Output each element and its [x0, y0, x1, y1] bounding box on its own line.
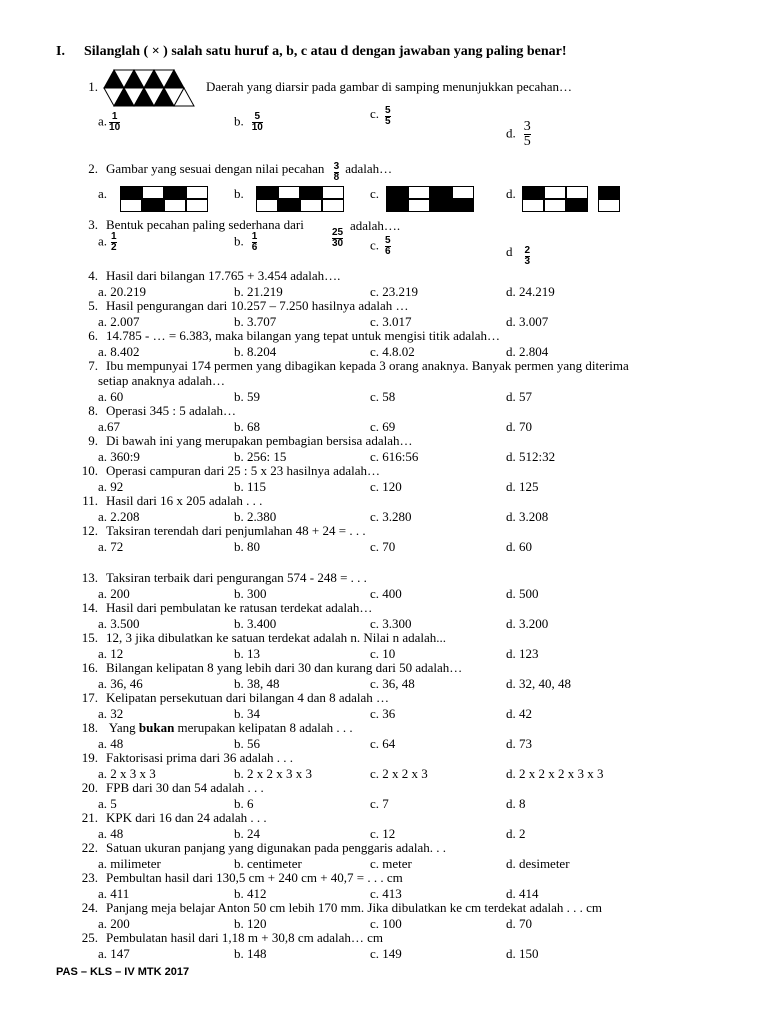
- option-b[interactable]: b. 300: [234, 586, 267, 601]
- option-a[interactable]: a. $\frac{1}{10}$: [98, 111, 121, 133]
- question-text: FPB dari 30 dan 54 adalah . . .: [106, 780, 264, 795]
- option-d[interactable]: d. $\frac{3}{5}$: [506, 119, 531, 149]
- question-text: 12, 3 jika dibulatkan ke satuan terdekat adalah n. Nilai n adalah...: [106, 630, 447, 645]
- option-d[interactable]: d. 123: [506, 646, 539, 661]
- question-number: 1.: [88, 79, 98, 94]
- question-3: 3. Bentuk pecahan paling sederhana dari: [88, 217, 304, 232]
- question-text: KPK dari 16 dan 24 adalah . . .: [106, 810, 267, 825]
- option-b[interactable]: b. 21.219: [234, 284, 283, 299]
- option-c[interactable]: c. 36: [370, 706, 396, 721]
- option-d[interactable]: d. 73: [506, 736, 532, 751]
- question-10: [72, 464, 380, 478]
- question-text: Bilangan kelipatan 8 yang lebih dari 30 dan kurang dari 50 adalah…: [106, 660, 463, 675]
- option-c[interactable]: c. 4.8.02: [370, 344, 415, 359]
- option-c[interactable]: c. 120: [370, 479, 402, 494]
- option-c[interactable]: c. 2 x 2 x 3: [370, 766, 428, 781]
- option-d[interactable]: d. 2: [506, 826, 526, 841]
- option-a[interactable]: a. 5: [98, 796, 117, 811]
- option-d[interactable]: d. 3.007: [506, 314, 549, 329]
- question-6: [72, 329, 500, 343]
- question-22: [72, 841, 446, 855]
- question-text: Daerah yang diarsir pada gambar di samping menunjukkan pecahan…: [206, 79, 573, 94]
- option-a[interactable]: a. 20.219: [98, 284, 147, 299]
- option-a[interactable]: a. 48: [98, 736, 124, 751]
- question-12: [72, 524, 366, 538]
- page-footer: PAS – KLS – IV MTK 2017: [56, 966, 190, 978]
- question-8: [72, 404, 236, 418]
- option-d[interactable]: d. 150: [506, 946, 539, 961]
- option-d[interactable]: d. 2 x 2 x 2 x 3 x 3: [506, 766, 604, 781]
- option-b[interactable]: b. 3.400: [234, 616, 277, 631]
- block-figure-d: [522, 186, 620, 212]
- question-number: 17.: [81, 690, 98, 705]
- option-c[interactable]: c. 12: [370, 826, 396, 841]
- option-a[interactable]: a. 36, 46: [98, 676, 143, 691]
- question-text: Operasi 345 : 5 adalah…: [106, 403, 236, 418]
- question-number: 18.: [81, 720, 98, 735]
- option-b[interactable]: b. 2.380: [234, 509, 277, 524]
- question-4: [72, 269, 340, 283]
- option-b[interactable]: b. 13: [234, 646, 260, 661]
- option-b[interactable]: b. 38, 48: [234, 676, 280, 691]
- option-a[interactable]: a. 200: [98, 916, 130, 931]
- block-figure-b: [256, 186, 344, 212]
- option-b[interactable]: b. 6: [234, 796, 254, 811]
- question-7: [72, 359, 629, 373]
- option-c[interactable]: c. 3.017: [370, 314, 412, 329]
- question-number: 12.: [81, 523, 98, 538]
- question-number: 19.: [81, 750, 98, 765]
- fraction: $\frac{3}{8}$: [333, 161, 340, 183]
- question-17: [72, 691, 389, 705]
- question-number: 8.: [88, 403, 98, 418]
- option-a[interactable]: a. 360:9: [98, 449, 140, 464]
- option-d[interactable]: d.: [506, 186, 516, 201]
- option-d[interactable]: d $\frac{2}{3}$: [506, 244, 531, 267]
- option-c[interactable]: c. 36, 48: [370, 676, 415, 691]
- option-d[interactable]: d. 70: [506, 419, 532, 434]
- question-text: Hasil dari 16 x 205 adalah . . .: [106, 493, 263, 508]
- question-number: 23.: [81, 870, 98, 885]
- option-c[interactable]: c. 23.219: [370, 284, 419, 299]
- option-b[interactable]: b. 80: [234, 539, 260, 554]
- question-number: 9.: [88, 433, 98, 448]
- option-d[interactable]: d. 500: [506, 586, 539, 601]
- option-a[interactable]: a. 147: [98, 946, 130, 961]
- option-d[interactable]: d. 24.219: [506, 284, 555, 299]
- question-25: [72, 931, 383, 945]
- question-19: [72, 751, 293, 765]
- question-text: Di bawah ini yang merupakan pembagian bersisa adalah…: [106, 433, 413, 448]
- question-18: [72, 721, 353, 735]
- question-9: [72, 434, 412, 448]
- question-text-bold: bukan: [138, 720, 175, 735]
- option-c[interactable]: c. 149: [370, 946, 402, 961]
- option-a[interactable]: a. 3.500: [98, 616, 140, 631]
- question-text: Taksiran terbaik dari pengurangan 574 - 248 = . . .: [106, 570, 367, 585]
- option-c[interactable]: c. 413: [370, 886, 402, 901]
- option-a[interactable]: a. 72: [98, 539, 124, 554]
- option-c[interactable]: c. 10: [370, 646, 396, 661]
- option-b[interactable]: b. 412: [234, 886, 267, 901]
- option-a[interactable]: a. 8.402: [98, 344, 140, 359]
- option-b[interactable]: b. 3.707: [234, 314, 277, 329]
- option-b[interactable]: b. 120: [234, 916, 267, 931]
- option-b[interactable]: b. $\frac{5}{10}$: [234, 111, 263, 133]
- option-a[interactable]: a. 2.007: [98, 314, 140, 329]
- section-instruction: Silanglah ( × ) salah satu huruf a, b, c atau d dengan jawaban yang paling benar!: [84, 44, 567, 59]
- option-c[interactable]: c. $\frac{5}{6}$: [370, 235, 391, 257]
- option-a[interactable]: a.: [98, 186, 108, 201]
- option-a[interactable]: a. 12: [98, 646, 124, 661]
- section-number: I.: [56, 44, 65, 59]
- option-c[interactable]: c. 400: [370, 586, 402, 601]
- question-number: 13.: [81, 570, 98, 585]
- section-heading: [56, 44, 567, 60]
- question-20: [72, 781, 264, 795]
- option-b[interactable]: b. centimeter: [234, 856, 302, 871]
- block-figure-c: [386, 186, 474, 212]
- question-number: 20.: [81, 780, 98, 795]
- question-11: [72, 494, 262, 508]
- question-text: Hasil dari bilangan 17.765 + 3.454 adalah….: [106, 268, 341, 283]
- option-d[interactable]: d. 57: [506, 389, 532, 404]
- option-c[interactable]: c. meter: [370, 856, 412, 871]
- option-c[interactable]: c. $\frac{5}{5}$: [370, 105, 391, 127]
- option-d[interactable]: d. desimeter: [506, 856, 570, 871]
- question-text: Operasi campuran dari 25 : 5 x 23 hasilnya adalah…: [106, 463, 380, 478]
- option-b[interactable]: b. 68: [234, 419, 260, 434]
- question-text: merupakan kelipatan 8 adalah . . .: [174, 720, 353, 735]
- question-16: [72, 661, 462, 675]
- option-d[interactable]: d. 32, 40, 48: [506, 676, 571, 691]
- question-text: Yang: [106, 720, 139, 735]
- question-14: [72, 601, 372, 615]
- question-text: Hasil pengurangan dari 10.257 – 7.250 hasilnya adalah …: [106, 298, 409, 313]
- shaded-triangles-figure: [100, 68, 204, 108]
- question-text: Pembultan hasil dari 130,5 cm + 240 cm + 40,7 = . . . cm: [106, 870, 403, 885]
- option-b[interactable]: b. 8.204: [234, 344, 277, 359]
- question-number: 16.: [81, 660, 98, 675]
- option-a[interactable]: a.67: [98, 419, 121, 434]
- option-d[interactable]: d. 3.208: [506, 509, 549, 524]
- option-c[interactable]: c. 7: [370, 796, 389, 811]
- option-d[interactable]: d. 60: [506, 539, 532, 554]
- question-number: 7.: [88, 358, 98, 373]
- option-a[interactable]: a. 411: [98, 886, 130, 901]
- question-text: Faktorisasi prima dari 36 adalah . . .: [106, 750, 294, 765]
- option-c[interactable]: c. 3.300: [370, 616, 412, 631]
- question-text-tail: adalah….: [350, 218, 401, 233]
- option-d[interactable]: d. 42: [506, 706, 532, 721]
- option-d[interactable]: d. 125: [506, 479, 539, 494]
- question-text: Satuan ukuran panjang yang digunakan pada penggaris adalah. . .: [106, 840, 447, 855]
- question-number: 5.: [88, 298, 98, 313]
- option-a[interactable]: a. 2.208: [98, 509, 140, 524]
- question-number: 15.: [81, 630, 98, 645]
- question-number: 25.: [81, 930, 98, 945]
- option-b[interactable]: b. 34: [234, 706, 260, 721]
- question-number: 6.: [88, 328, 98, 343]
- option-b[interactable]: b. 2 x 2 x 3 x 3: [234, 766, 312, 781]
- question-text: Kelipatan persekutuan dari bilangan 4 dan 8 adalah …: [106, 690, 390, 705]
- question-text: 14.785 - … = 6.383, maka bilangan yang tepat untuk mengisi titik adalah…: [106, 328, 501, 343]
- option-b[interactable]: b.: [234, 186, 244, 201]
- option-c[interactable]: c. 616:56: [370, 449, 419, 464]
- option-c[interactable]: c. 70: [370, 539, 396, 554]
- fraction: $\frac{25}{30}$: [332, 227, 344, 249]
- question-number: 22.: [81, 840, 98, 855]
- question-15: [72, 631, 446, 645]
- option-d[interactable]: d. 8: [506, 796, 526, 811]
- option-a[interactable]: a. milimeter: [98, 856, 161, 871]
- question-13: [72, 571, 367, 585]
- option-b[interactable]: b. 148: [234, 946, 267, 961]
- question-text: Panjang meja belajar Anton 50 cm lebih 170 mm. Jika dibulatkan ke cm terdekat adalah . . . cm: [106, 900, 603, 915]
- option-b[interactable]: b. 59: [234, 389, 260, 404]
- option-a[interactable]: a. $\frac{1}{2}$: [98, 231, 117, 253]
- option-a[interactable]: a. 2 x 3 x 3: [98, 766, 156, 781]
- block-figure-a: [120, 186, 208, 212]
- question-number: 10.: [81, 463, 98, 478]
- question-number: 21.: [81, 810, 98, 825]
- option-c[interactable]: c. 3.280: [370, 509, 412, 524]
- option-b[interactable]: b. 56: [234, 736, 260, 751]
- question-text-continued: setiap anaknya adalah…: [98, 373, 226, 388]
- question-text: Taksiran terendah dari penjumlahan 48 + 24 = . . .: [106, 523, 366, 538]
- question-number: 14.: [81, 600, 98, 615]
- option-c[interactable]: c. 64: [370, 736, 396, 751]
- option-c[interactable]: c. 58: [370, 389, 396, 404]
- option-d[interactable]: d. 512:32: [506, 449, 556, 464]
- question-24: [72, 901, 602, 915]
- option-c[interactable]: c. 69: [370, 419, 396, 434]
- option-d[interactable]: d. 414: [506, 886, 539, 901]
- option-b[interactable]: b. 24: [234, 826, 260, 841]
- question-number: 24.: [81, 900, 98, 915]
- question-5: [72, 299, 409, 313]
- option-a[interactable]: a. 60: [98, 389, 124, 404]
- option-a[interactable]: a. 92: [98, 479, 124, 494]
- option-b[interactable]: b. 256: 15: [234, 449, 287, 464]
- question-text: Pembulatan hasil dari 1,18 m + 30,8 cm adalah… cm: [106, 930, 384, 945]
- option-d[interactable]: d. 3.200: [506, 616, 549, 631]
- question-23: [72, 871, 403, 885]
- question-number: 11.: [82, 493, 98, 508]
- option-d[interactable]: d. 70: [506, 916, 532, 931]
- option-b[interactable]: b. 115: [234, 479, 267, 494]
- option-c[interactable]: c.: [370, 186, 380, 201]
- question-text: Hasil dari pembulatan ke ratusan terdekat adalah…: [106, 600, 373, 615]
- option-a[interactable]: a. 32: [98, 706, 124, 721]
- question-21: [72, 811, 267, 825]
- option-b[interactable]: b. $\frac{1}{6}$: [234, 231, 258, 253]
- option-a[interactable]: a. 200: [98, 586, 130, 601]
- question-2: 2. Gambar yang sesuai dengan nilai pecahan $\frac{3}{8}$ adalah…: [88, 161, 393, 183]
- option-c[interactable]: c. 100: [370, 916, 402, 931]
- question-text: Ibu mempunyai 174 permen yang dibagikan kepada 3 orang anaknya. Banyak permen yang diterima: [106, 358, 629, 373]
- option-d[interactable]: d. 2.804: [506, 344, 549, 359]
- question-number: 4.: [88, 268, 98, 283]
- option-a[interactable]: a. 48: [98, 826, 124, 841]
